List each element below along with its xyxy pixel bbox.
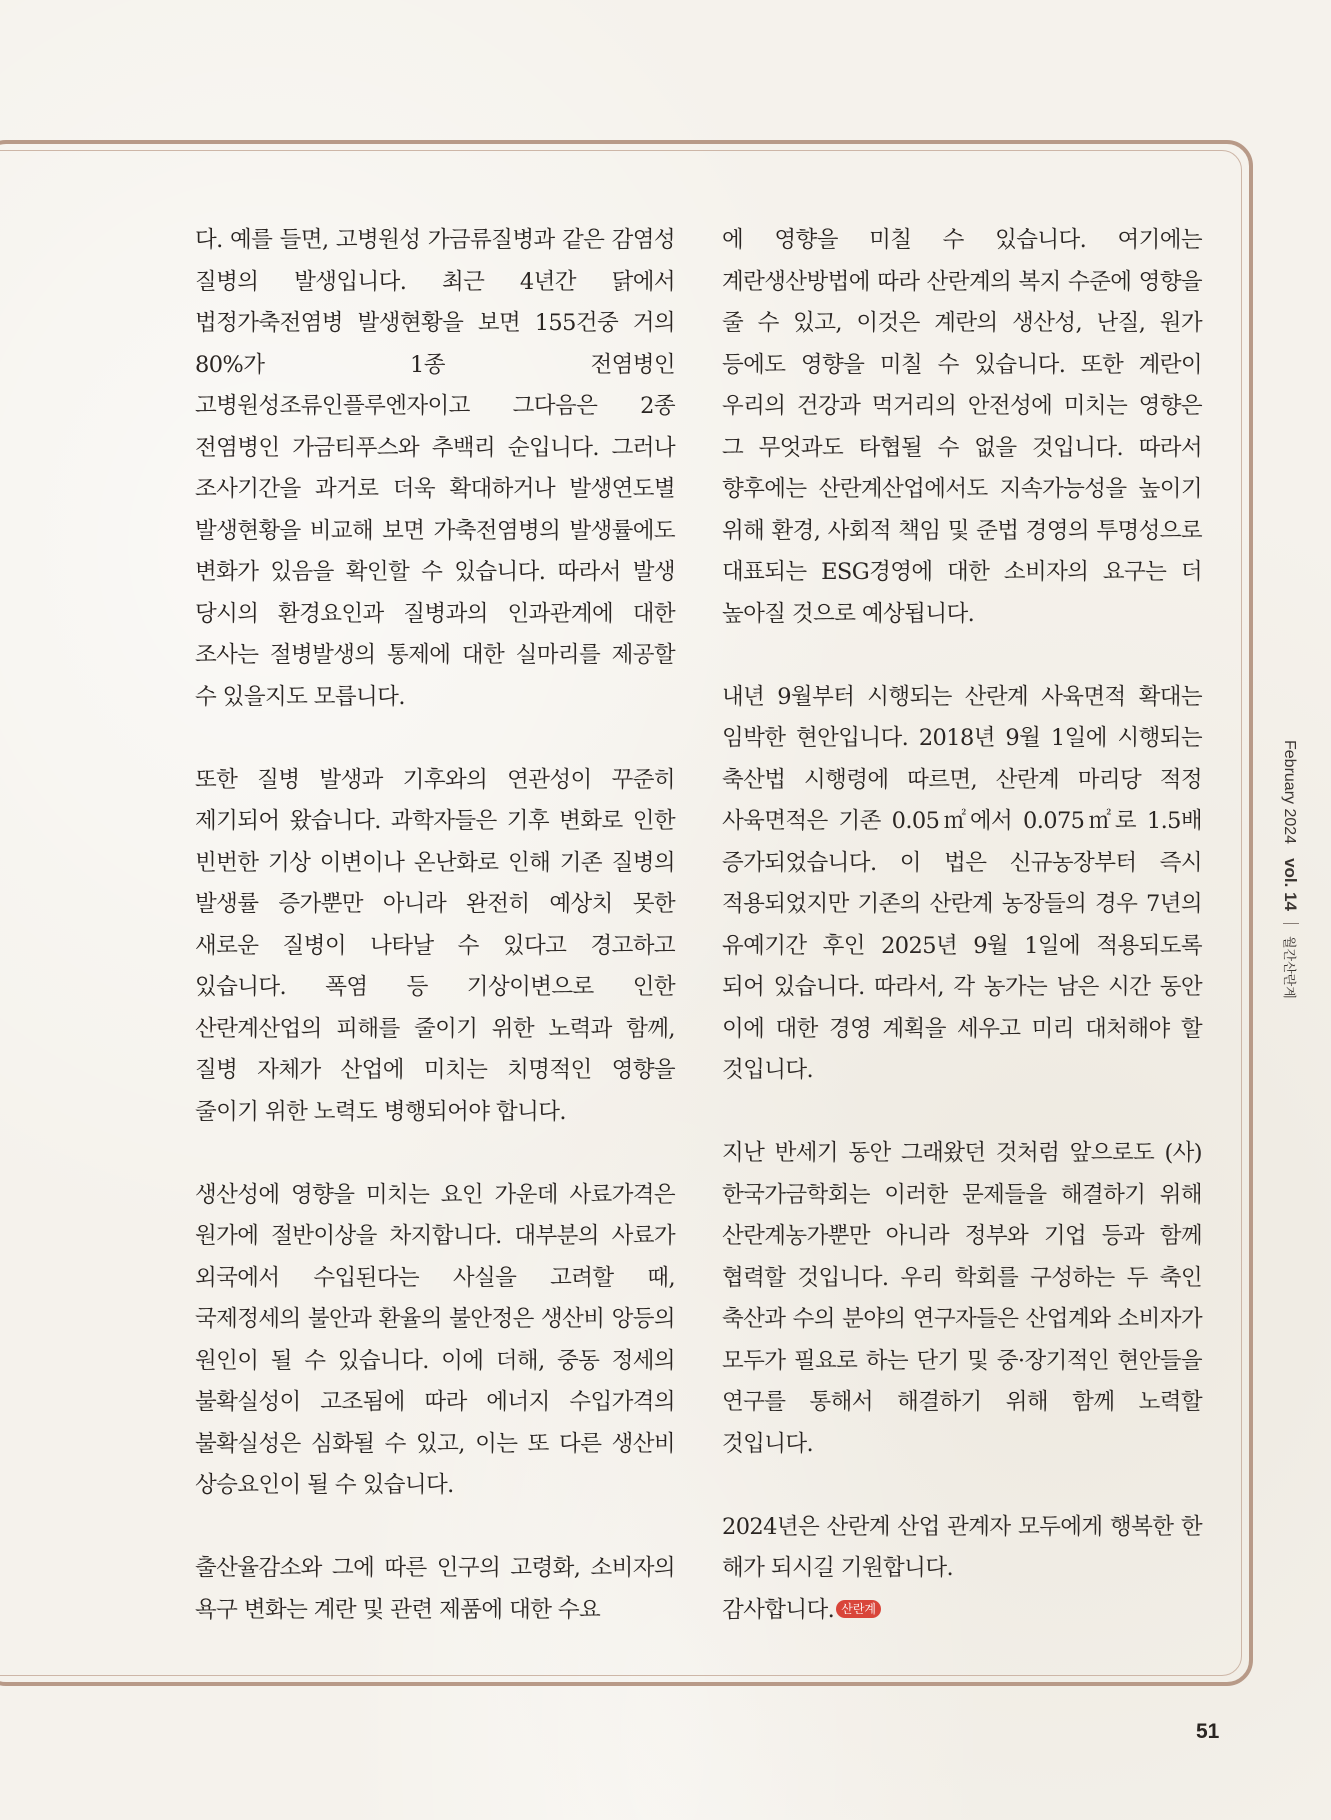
article-column-right xyxy=(722,220,1202,1631)
page-number: 51 xyxy=(1196,1720,1220,1743)
left-paragraph-1: 다. 예를 들면, 고병원성 가금류질병과 같은 감염성 질병의 발생입니다. 최근 4년간 닭에서 법정가축전염병 발생현황을 보면 155건중 거의 80%가 1종 전염병인 고병원성조류인플루엔자이고 그다음은 2종 전염병인 가금티푸스와 추백리 순입니다. 그러나 조사기간을 과거로 더욱 확대하거나 발생연도별 발생현황을 비교해 보면 가축전염병의 발생률에도 변화가 있음을 확인할 수 있습니다. 따라서 발생 당시의 환경요인과 질병과의 인과관계에 대한 조사는 절병발생의 통제에 대한 실마리를 제공할 수 있을지도 모릅니다. xyxy=(195,227,675,710)
left-paragraph-4: 출산율감소와 그에 따른 인구의 고령화, 소비자의 욕구 변화는 계란 및 관련 제품에 대한 수요 xyxy=(195,1555,675,1623)
side-divider xyxy=(1283,923,1299,924)
end-mark-logo: 산란계 xyxy=(836,1600,881,1618)
side-issue-label xyxy=(1262,740,1322,1000)
closing-wish: 2024년은 산란계 산업 관계자 모두에게 행복한 한 해가 되시길 기원합니다. xyxy=(722,1513,1202,1581)
closing-thanks: 감사합니다. xyxy=(722,1596,835,1623)
right-paragraph-1: 에 영향을 미칠 수 있습니다. 여기에는 계란생산방법에 따라 산란계의 복지 수준에 영향을 줄 수 있고, 이것은 계란의 생산성, 난질, 원가 등에도 영향을 미칠 수 있습니다. 또한 계란이 우리의 건강과 먹거리의 안전성에 미치는 영향은 그 무엇과도 타협될 수 없을 것입니다. 따라서 향후에는 산란계산업에서도 지속가능성을 높이기 위해 환경, 사회적 책임 및 준법 경영의 투명성으로 대표되는 ESG경영에 대한 소비자의 요구는 더 높아질 것으로 예상됩니다. xyxy=(722,227,1202,627)
issue-volume: vol. 14 xyxy=(1281,858,1300,911)
right-paragraph-3: 지난 반세기 동안 그래왔던 것처럼 앞으로도 (사)한국가금학회는 이러한 문제들을 해결하기 위해 산란계농가뿐만 아니라 정부와 기업 등과 함께 협력할 것입니다. 우리 학회를 구성하는 두 축인 축산과 수의 분야의 연구자들은 산업계와 소비자가 모두가 필요로 하는 단기 및 중·장기적인 현안들을 연구를 통해서 해결하기 위해 함께 노력할 것입니다. xyxy=(722,1140,1202,1457)
right-paragraph-2: 내년 9월부터 시행되는 산란계 사육면적 확대는 임박한 현안입니다. 2018년 9월 1일에 시행되는 축산법 시행령에 따르면, 산란계 마리당 적정 사육면적은 기존 0.05㎡에서 0.075㎡로 1.5배 증가되었습니다. 이 법은 신규농장부터 즉시 적용되었지만 기존의 산란계 농장들의 경우 7년의 유예기간 후인 2025년 9월 1일에 적용되도록 되어 있습니다. 따라서, 각 농가는 남은 시간 동안 이에 대한 경영 계획을 세우고 미리 대처해야 할 것입니다. xyxy=(722,683,1202,1083)
issue-month-year: February 2024 xyxy=(1281,740,1298,845)
article-column-left xyxy=(195,220,675,1631)
magazine-name: 월간산란계 xyxy=(1281,935,1296,999)
left-paragraph-2: 또한 질병 발생과 기후와의 연관성이 꾸준히 제기되어 왔습니다. 과학자들은 기후 변화로 인한 빈번한 기상 이변이나 온난화로 인해 기존 질병의 발생률 증가뿐만 아니라 완전히 예상치 못한 새로운 질병이 나타날 수 있다고 경고하고 있습니다. 폭염 등 기상이변으로 인한 산란계산업의 피해를 줄이기 위한 노력과 함께, 질병 자체가 산업에 미치는 치명적인 영향을 줄이기 위한 노력도 병행되어야 합니다. xyxy=(195,766,675,1125)
closing-paragraph xyxy=(722,1507,1202,1632)
left-paragraph-3: 생산성에 영향을 미치는 요인 가운데 사료가격은 원가에 절반이상을 차지합니다. 대부분의 사료가 외국에서 수입된다는 사실을 고려할 때, 국제정세의 불안과 환율의 불안정은 생산비 앙등의 원인이 될 수 있습니다. 이에 더해, 중동 정세의 불확실성이 고조됨에 따라 에너지 수입가격의 불확실성은 심화될 수 있고, 이는 또 다른 생산비 상승요인이 될 수 있습니다. xyxy=(195,1181,675,1498)
